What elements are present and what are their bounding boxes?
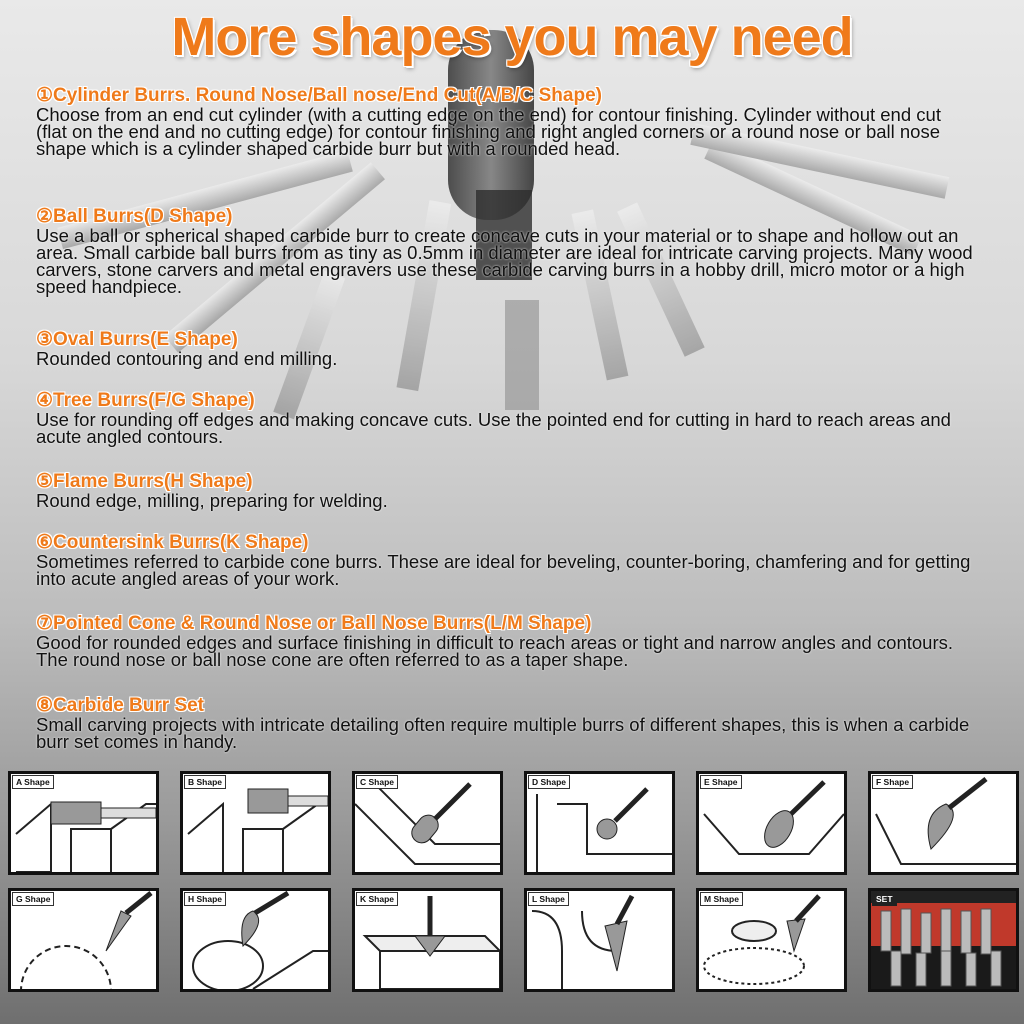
section-heading: ①Cylinder Burrs. Round Nose/Ball nose/End Cut(A/B/C Shape) (36, 85, 602, 106)
tile-g-shape (8, 888, 159, 992)
section-text: Good for rounded edges and surface finishing in difficult to reach areas or tight and narrow angles and contours. The round nose or ball nose cone are often referred to as a taper shape. (36, 632, 954, 670)
tile-label: L Shape (528, 892, 569, 906)
tile-m-shape (696, 888, 847, 992)
section-heading: ⑦Pointed Cone & Round Nose or Ball Nose Burrs(L/M Shape) (36, 613, 592, 634)
tile-label: E Shape (700, 775, 742, 789)
tile-e-shape (696, 771, 847, 875)
tile-a-shape (8, 771, 159, 875)
section-tree-burrs (36, 391, 976, 445)
tile-h-shape (180, 888, 331, 992)
shape-diagram-grid (8, 771, 1020, 1016)
tile-label: C Shape (356, 775, 398, 789)
section-heading: ⑧Carbide Burr Set (36, 695, 205, 716)
tile-label: D Shape (528, 775, 570, 789)
section-ball-burrs (36, 207, 976, 295)
tile-k-shape (352, 888, 503, 992)
section-text: Use a ball or spherical shaped carbide burr to create concave cuts in your material or to shape and hollow out an area. Small carbide ball burrs from as tiny as 0.5mm in diameter are ideal for intricate carving projects. Many wood carvers, stone carvers and metal engravers use these carbide carving burrs in a hobby drill, micro motor or a high speed handpiece. (36, 225, 973, 297)
tile-c-shape (352, 771, 503, 875)
section-burr-set (36, 696, 976, 750)
tile-l-shape (524, 888, 675, 992)
section-text: Use for rounding off edges and making concave cuts. Use the pointed end for cutting in hard to reach areas and acute angled contours. (36, 409, 951, 447)
tile-label: B Shape (184, 775, 226, 789)
tile-set (868, 888, 1019, 992)
section-heading: ④Tree Burrs(F/G Shape) (36, 390, 255, 411)
section-heading: ②Ball Burrs(D Shape) (36, 206, 233, 227)
section-oval-burrs (36, 330, 976, 367)
section-heading: ⑤Flame Burrs(H Shape) (36, 471, 253, 492)
section-cylinder-burrs (36, 86, 976, 157)
tile-label: A Shape (12, 775, 54, 789)
tile-b-shape (180, 771, 331, 875)
section-flame-burrs (36, 472, 976, 509)
tile-f-shape (868, 771, 1019, 875)
tile-d-shape (524, 771, 675, 875)
section-text: Choose from an end cut cylinder (with a cutting edge on the end) for contour finishing. Cylinder without end cut (flat on the end and no cutting edge) for contour finishing and right angled corners or a round nose or ball nose shape which is a cylinder shaped carbide burr but with a rounded head. (36, 104, 941, 159)
section-text: Small carving projects with intricate detailing often require multiple burrs of different shapes, this is when a carbide burr set comes in handy. (36, 714, 970, 752)
tile-label: G Shape (12, 892, 54, 906)
section-text: Rounded contouring and end milling. (36, 348, 338, 369)
tile-label: SET (872, 892, 897, 906)
section-cone-burrs (36, 614, 976, 668)
tile-label: H Shape (184, 892, 226, 906)
section-heading: ⑥Countersink Burrs(K Shape) (36, 532, 309, 553)
section-text: Round edge, milling, preparing for welding. (36, 490, 388, 511)
page-title: More shapes you may need (171, 7, 853, 67)
section-text: Sometimes referred to carbide cone burrs. These are ideal for beveling, counter-boring, chamfering and for getting into acute angled areas of your work. (36, 551, 971, 589)
tile-label: F Shape (872, 775, 913, 789)
tile-label: M Shape (700, 892, 743, 906)
tile-label: K Shape (356, 892, 398, 906)
section-heading: ③Oval Burrs(E Shape) (36, 329, 238, 350)
section-countersink-burrs (36, 533, 976, 587)
